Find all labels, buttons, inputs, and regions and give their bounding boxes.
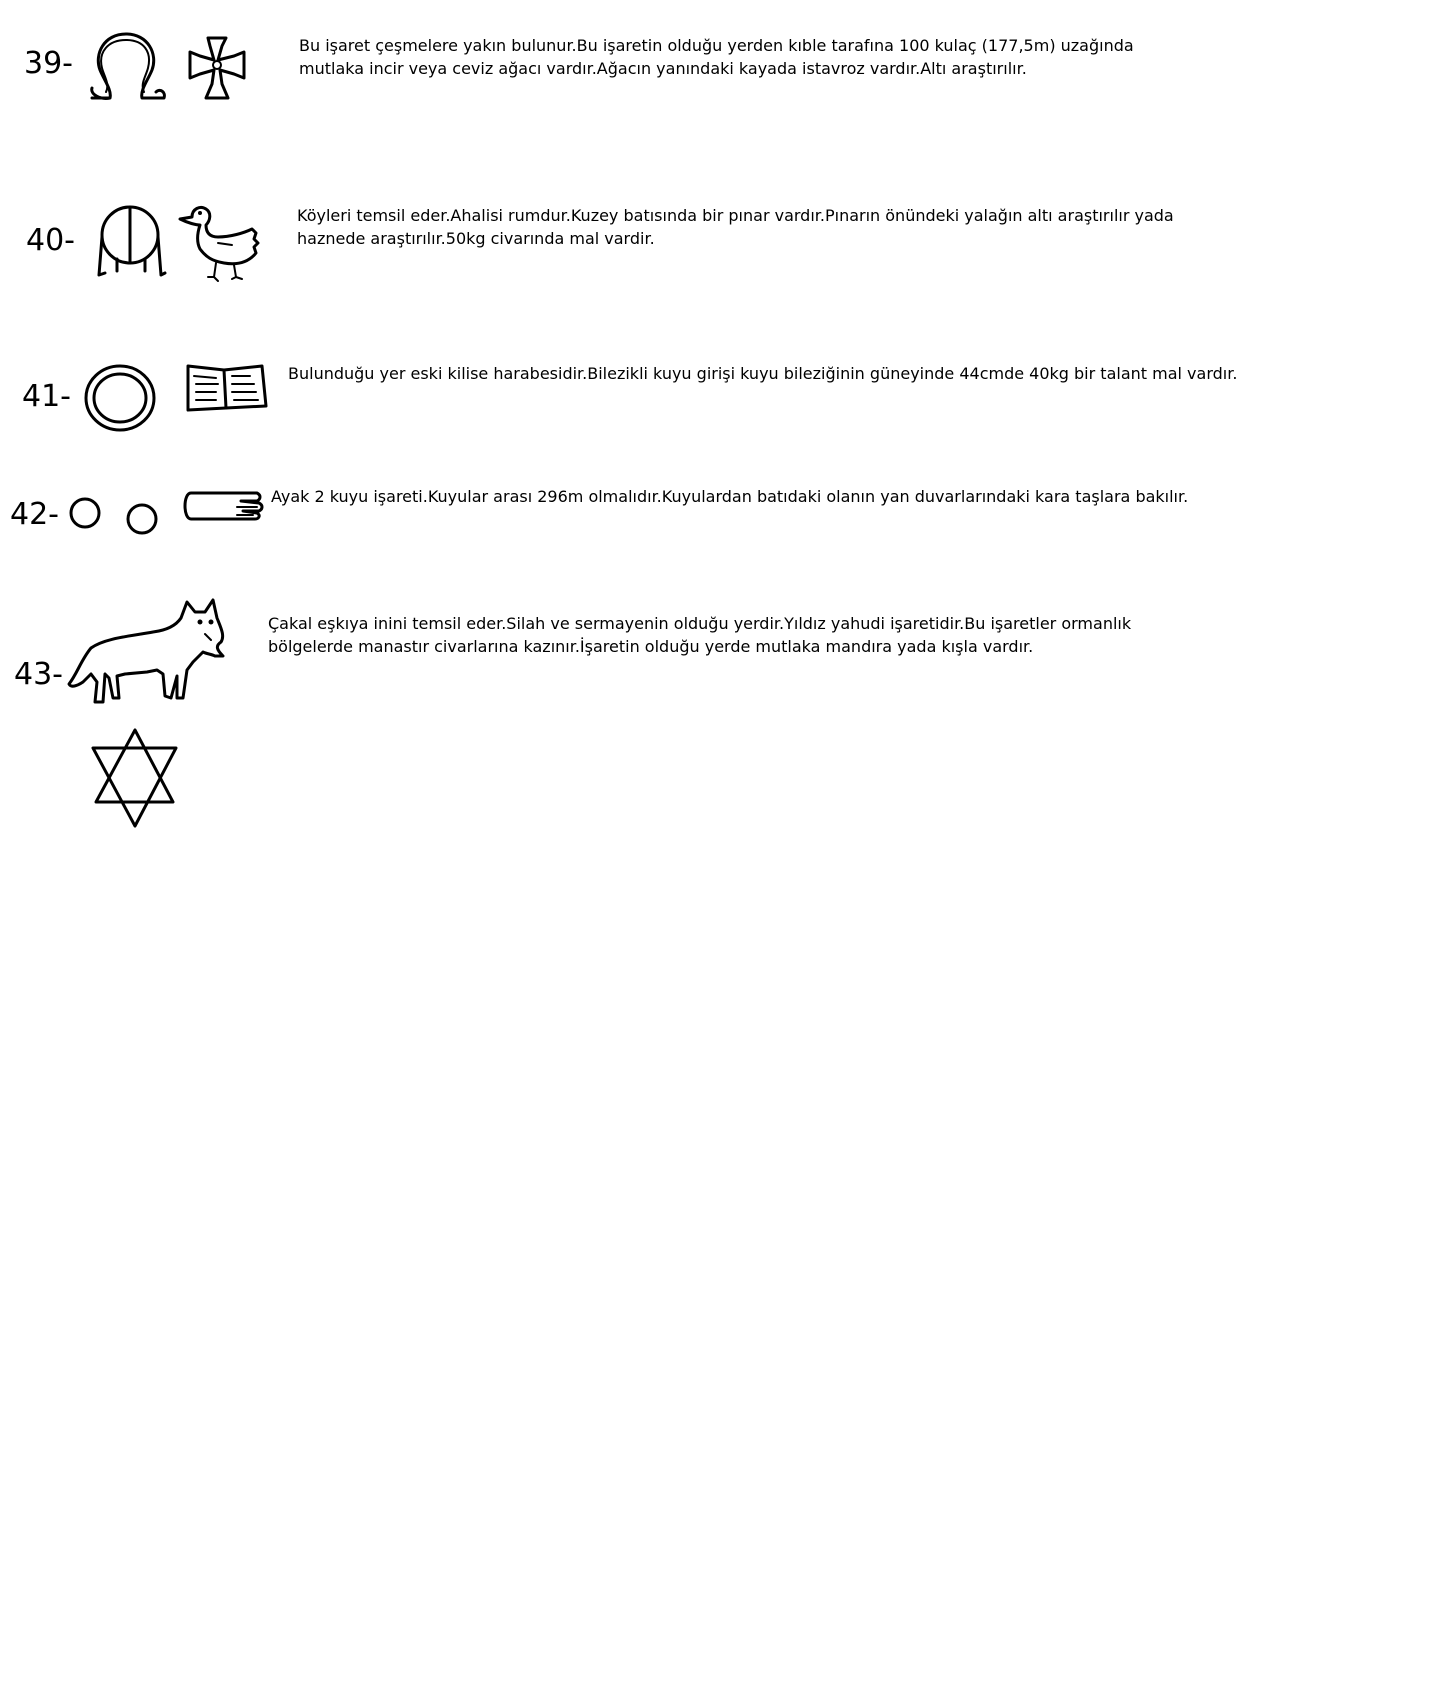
entry-text-43: Çakal eşkıya inini temsil eder.Silah ve sermayenin olduğu yerdir.Yıldız yahudi işaretidir.Bu işaretler ormanlık bölgelerde manastır civarlarına kazınır.İşaretin olduğu yerde mutlaka mandıra yada kışla vardır. bbox=[268, 614, 1132, 656]
entry-text-40: Köyleri temsil eder.Ahalisi rumdur.Kuzey batısında bir pınar vardır.Pınarın önündeki yalağın altı araştırılır yada haznede araştırılır.50kg civarında mal vardir. bbox=[297, 206, 1174, 248]
double-ring-icon bbox=[83, 363, 157, 437]
entry-text-42: Ayak 2 kuyu işareti.Kuyular arası 296m olmalıdır.Kuyulardan batıdaki olanın yan duvarlarındaki kara taşlara bakılır. bbox=[271, 487, 1189, 506]
pointing-hand-icon bbox=[181, 489, 265, 525]
bird-icon bbox=[178, 203, 264, 285]
entry-number-42: 42- bbox=[10, 497, 59, 532]
arch-circle-icon bbox=[93, 207, 167, 281]
entry-number-43: 43- bbox=[14, 657, 63, 692]
entry-text-41: Bulunduğu yer eski kilise harabesidir.Bilezikli kuyu girişi kuyu bileziğinin güneyinde 44cmde 40kg bir talant mal vardır. bbox=[288, 364, 1238, 383]
jackal-icon bbox=[65, 598, 229, 710]
small-circle-icon bbox=[125, 502, 159, 536]
small-circle-icon bbox=[68, 496, 102, 530]
entry-text-39: Bu işaret çeşmelere yakın bulunur.Bu işaretin olduğu yerden kıble tarafına 100 kulaç (177,5m) uzağında mutlaka incir veya ceviz ağacı vardır.Ağacın yanındaki kayada istavroz vardır.Altı araştırılır. bbox=[299, 36, 1134, 78]
open-book-icon bbox=[184, 362, 270, 418]
star-of-david-icon bbox=[90, 726, 180, 830]
cross-icon bbox=[184, 34, 250, 104]
entry-number-39: 39- bbox=[24, 46, 73, 81]
entry-number-41: 41- bbox=[22, 379, 71, 414]
entry-number-40: 40- bbox=[26, 223, 75, 258]
omega-icon bbox=[86, 28, 176, 108]
